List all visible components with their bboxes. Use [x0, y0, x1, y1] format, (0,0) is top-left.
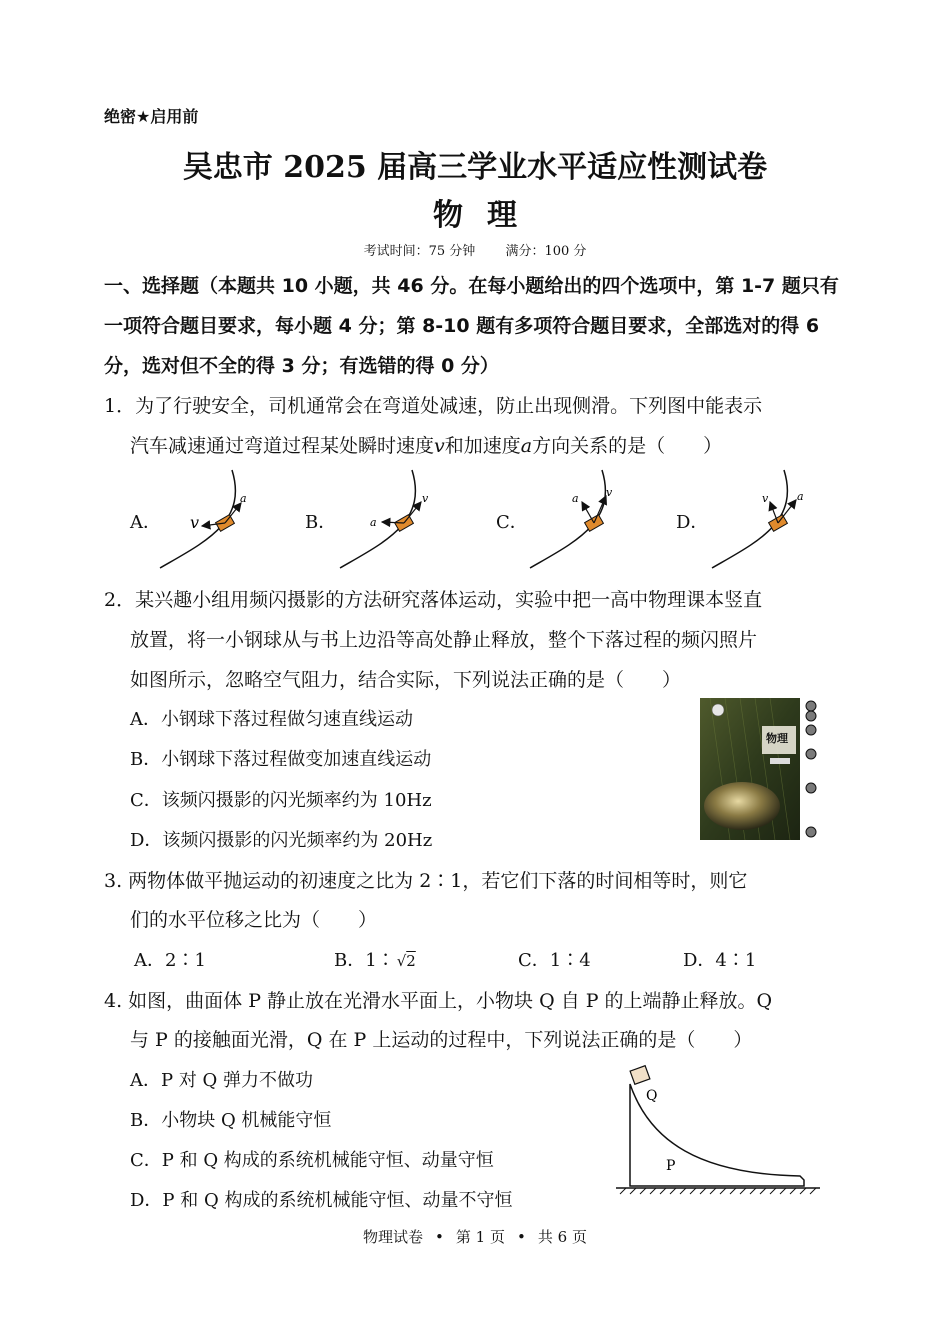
- q1-option-d-label: D．: [676, 512, 709, 533]
- q2-stem-line2: 放置，将一小钢球从与书上边沿等高处静止释放，整个下落过程的频闪照片: [130, 629, 758, 651]
- vector-v-label: v: [606, 486, 613, 499]
- exam-time: 考试时间：75 分钟: [363, 244, 476, 259]
- subject-title: 物理: [433, 198, 541, 233]
- label-q: Q: [646, 1088, 658, 1104]
- sqrt-value: 2: [406, 952, 416, 970]
- vector-v-label: v: [762, 492, 769, 505]
- q4-option-b: B．小物块 Q 机械能守恒: [130, 1110, 332, 1131]
- q4-option-a: A．P 对 Q 弹力不做功: [130, 1070, 314, 1091]
- exam-score: 满分：100 分: [505, 244, 587, 259]
- q4-stem-line1: 4. 如图，曲面体 P 静止放在光滑水平面上，小物块 Q 自 P 的上端静止释放。Q: [104, 990, 773, 1012]
- q2-option-a: A．小钢球下落过程做匀速直线运动: [130, 709, 413, 730]
- book-title: 物理: [766, 732, 788, 745]
- exam-title: 吴忠市 2025 届高三学业水平适应性测试卷: [182, 150, 768, 185]
- confidential-mark: 绝密★启用前: [104, 107, 199, 126]
- vector-a-label: a: [572, 492, 579, 505]
- q1-option-c-label: C．: [496, 512, 528, 533]
- q4-stem-line2: 与 P 的接触面光滑，Q 在 P 上运动的过程中，下列说法正确的是（ ）: [130, 1029, 753, 1051]
- physics-textbook-photo: [700, 698, 800, 840]
- vector-a-label: a: [797, 490, 804, 503]
- footer-page: 第 1 页: [455, 1228, 505, 1246]
- ball-image: [806, 783, 816, 793]
- q4-diagram: [610, 1062, 825, 1202]
- q1-diagram-c: [530, 470, 613, 568]
- q2-stem-line3: 如图所示，忽略空气阻力，结合实际，下列说法正确的是（ ）: [130, 669, 682, 691]
- q1-diagrams: [0, 460, 950, 575]
- q1-diagram-d: [712, 470, 804, 568]
- footer-subject: 物理试卷: [363, 1228, 424, 1246]
- q3-option-c: C．1∶4: [518, 950, 591, 971]
- ball-image: [806, 701, 816, 711]
- vector-v-label: v: [190, 513, 200, 532]
- q2-option-b: B．小钢球下落过程做变加速直线运动: [130, 749, 432, 770]
- q1-stem-line2: 汽车减速通过弯道过程某处瞬时速度v和加速度a方向关系的是（ ）: [130, 435, 723, 457]
- q3-stem-line2: 们的水平位移之比为（ ）: [130, 909, 378, 931]
- vector-a-label: a: [240, 492, 247, 505]
- q1-option-b-label: B．: [305, 512, 337, 533]
- q2-stem-line1: 2．某兴趣小组用频闪摄影的方法研究落体运动，实验中把一高中物理课本竖直: [104, 589, 763, 611]
- ball-image: [806, 827, 816, 837]
- exam-meta: [0, 240, 950, 259]
- q3-option-a: A．2∶1: [134, 950, 206, 971]
- ball-image: [806, 749, 816, 759]
- q1-stem-line1: 1．为了行驶安全，司机通常会在弯道处减速，防止出现侧滑。下列图中能表示: [104, 395, 763, 417]
- q2-option-c: C．该频闪摄影的闪光频率约为 10Hz: [130, 790, 432, 811]
- strobe-ball-images: [804, 700, 818, 840]
- block-q: [630, 1066, 650, 1085]
- q2-option-d: D．该频闪摄影的闪光频率约为 20Hz: [130, 830, 433, 851]
- section-heading: 一、选择题（本题共 10 小题，共 46 分。在每小题给出的四个选项中，第 1-7 题只有一项符合题目要求，每小题 4 分；第 8-10 题有多项符合题目要求，全部选对的得 6 分，选对但不全的得 3 分；有选错的得 0 分）: [104, 275, 839, 377]
- q1-diagram-b: [340, 470, 429, 568]
- footer-total: 共 6 页: [537, 1228, 587, 1246]
- var-v: v: [434, 435, 445, 457]
- ball-image: [806, 725, 816, 735]
- vector-a-label: a: [370, 516, 377, 529]
- vector-v-label: v: [422, 492, 429, 505]
- q3-option-d: D．4∶1: [683, 950, 757, 971]
- q4-option-d: D．P 和 Q 构成的系统机械能守恒、动量不守恒: [130, 1190, 513, 1211]
- q1-diagram-a: [160, 470, 247, 568]
- q1-option-a-label: A．: [130, 512, 161, 533]
- q3-option-b: B．1∶ √2: [334, 950, 416, 971]
- var-a: a: [520, 435, 533, 457]
- q3-stem-line1: 3. 两物体做平抛运动的初速度之比为 2∶1，若它们下落的时间相等时，则它: [104, 870, 748, 892]
- page-footer: 物理试卷 • 第 1 页 • 共 6 页: [363, 1228, 587, 1246]
- label-p: P: [666, 1158, 676, 1174]
- q4-option-c: C．P 和 Q 构成的系统机械能守恒、动量守恒: [130, 1150, 494, 1171]
- ball-image: [806, 711, 816, 721]
